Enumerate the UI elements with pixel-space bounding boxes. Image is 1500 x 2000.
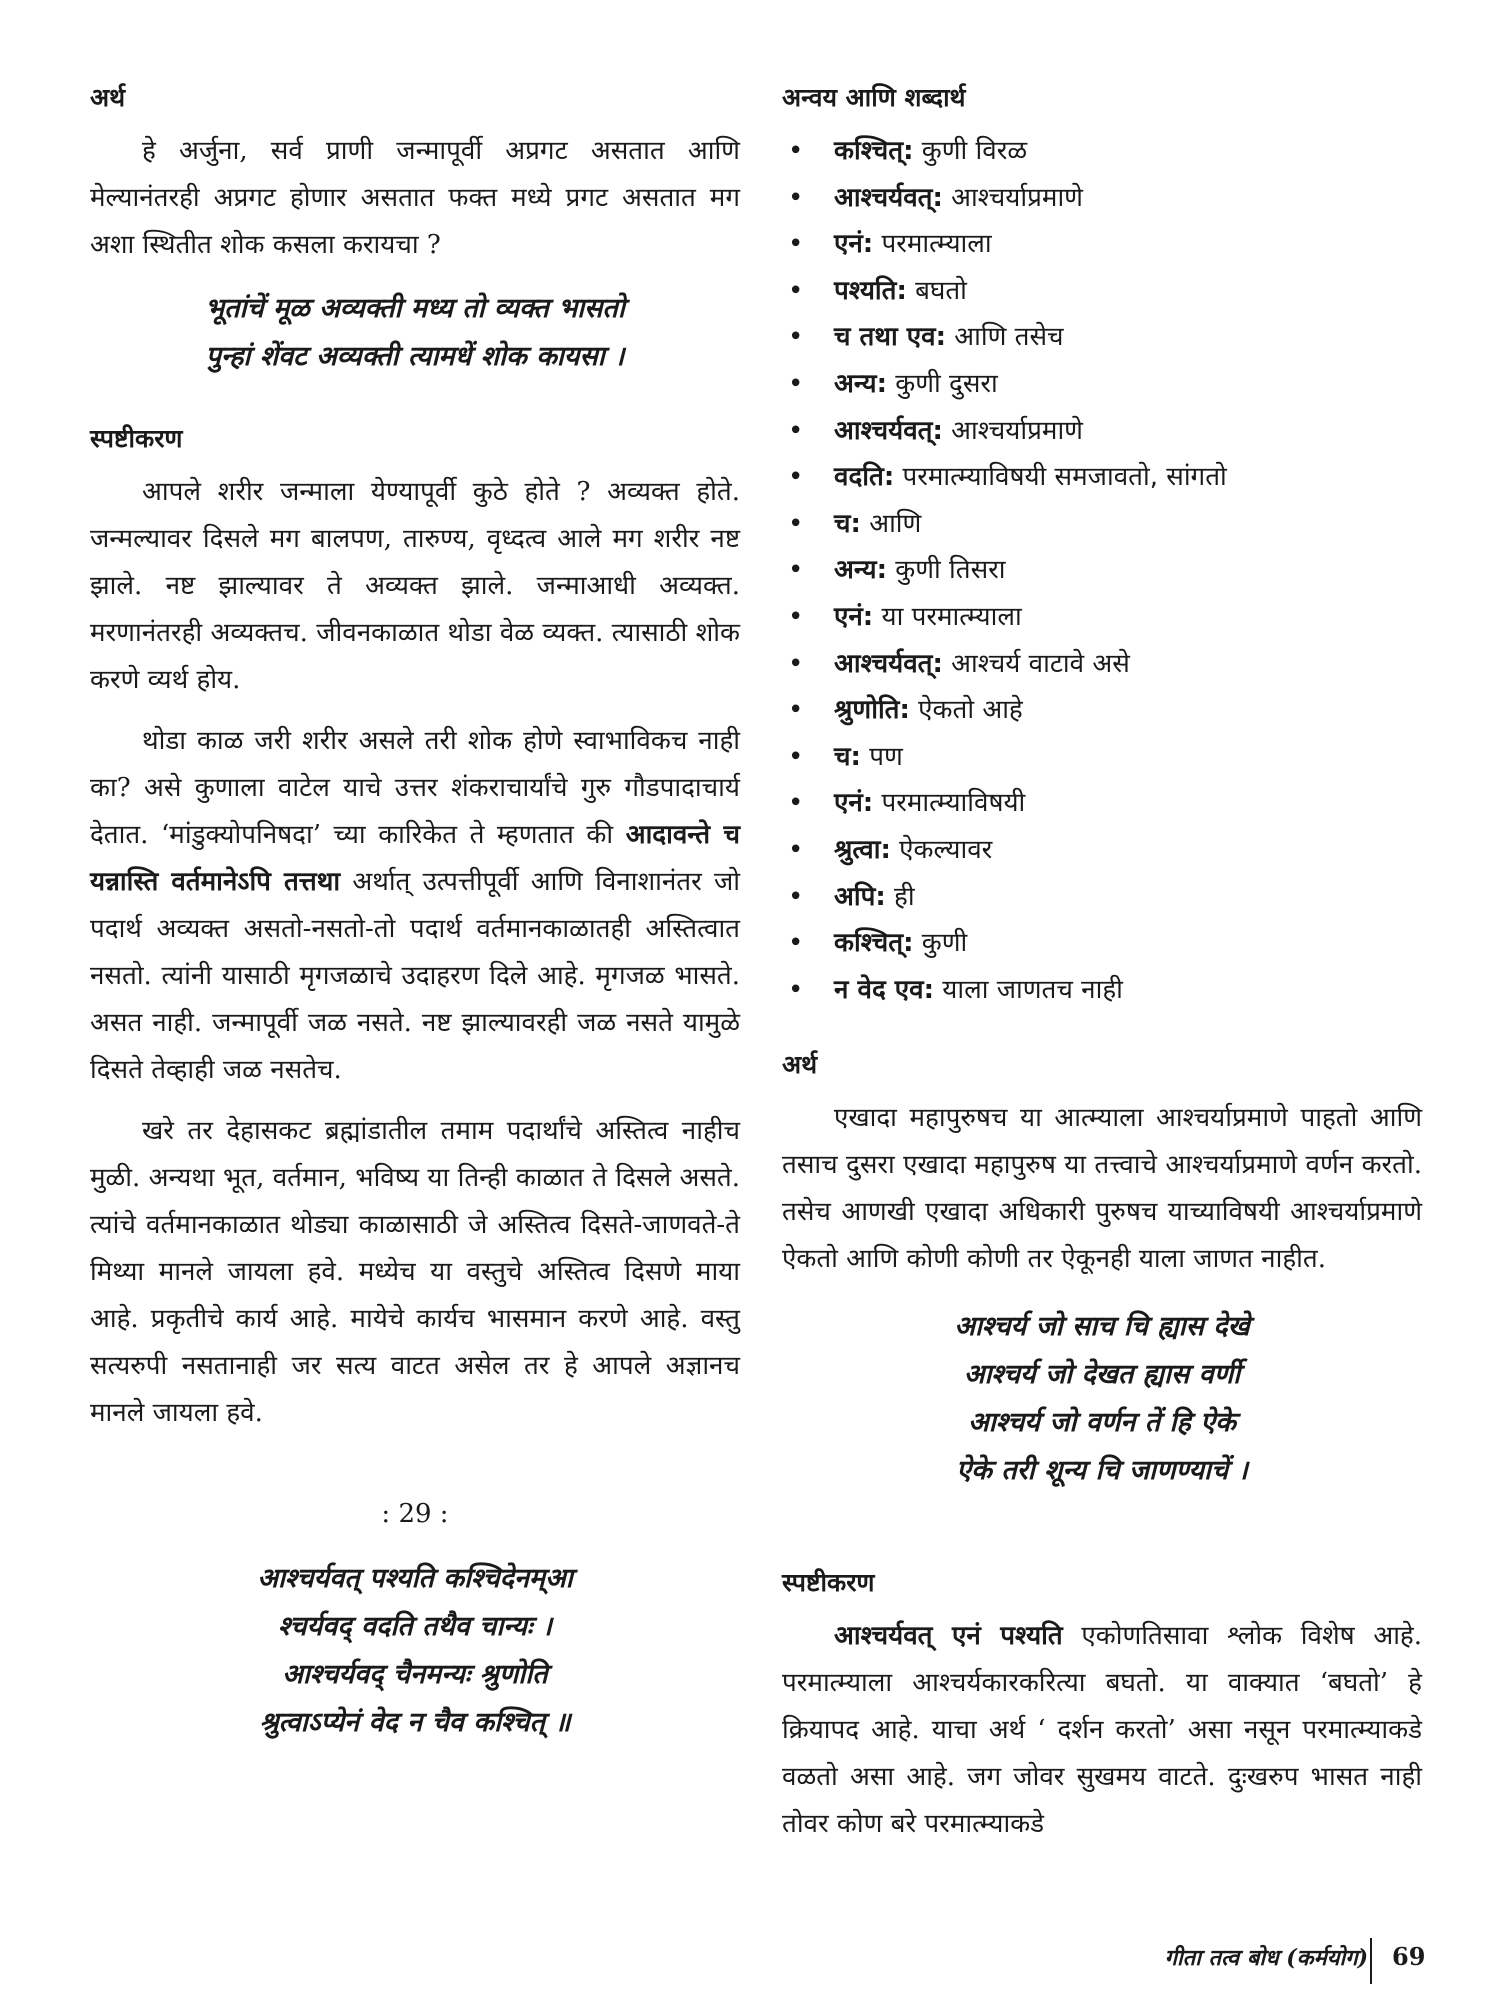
glossary-item bbox=[782, 920, 1422, 967]
para-text: एकोणतिसावा श्लोक विशेष आहे. परमात्म्याला आश्चर्यकारकरित्या बघतो. या वाक्यात ‘बघतो’ हे क्रियापद आहे. याचा अर्थ ‘ दर्शन करतो’ असा नसून परमात्म्याकडे वळतो असा आहे. जग जोवर सुखमय वाटते. दुःखरुप भासत नाही तोवर कोण बरे परमात्म्याकडे bbox=[782, 1621, 1423, 1840]
glossary-definition: परमात्म्याविषयी bbox=[881, 788, 1026, 819]
glossary-term: आश्चर्यवत्: bbox=[834, 182, 943, 213]
book-title: गीता तत्व बोध (कर्मयोग) bbox=[1164, 1945, 1368, 1971]
glossary-item bbox=[782, 780, 1422, 827]
shloka-line: आश्चर्यवद् चैनमन्यः श्रुणोति bbox=[282, 1659, 548, 1690]
glossary-definition: कुणी दुसरा bbox=[895, 368, 998, 399]
glossary-definition: आश्चर्य वाटावे असे bbox=[951, 648, 1130, 679]
glossary-definition: परमात्म्याविषयी समजावतो, सांगतो bbox=[902, 462, 1227, 493]
glossary-item bbox=[782, 641, 1422, 688]
glossary-term: आश्चर्यवत्: bbox=[834, 415, 943, 446]
glossary-term: अन्य: bbox=[834, 555, 888, 586]
glossary-item bbox=[782, 128, 1422, 175]
glossary-item bbox=[782, 594, 1422, 641]
meaning-heading: अर्थ bbox=[90, 83, 126, 112]
glossary-item bbox=[782, 175, 1422, 222]
glossary-term: आश्चर्यवत्: bbox=[834, 648, 943, 679]
meaning-heading-right: अर्थ bbox=[782, 1050, 818, 1080]
glossary-item bbox=[782, 967, 1422, 1014]
glossary-item bbox=[782, 827, 1422, 874]
explanation-paragraph-1: आपले शरीर जन्माला येण्यापूर्वी कुठे होते ? अव्यक्त होते. जन्मल्यावर दिसले मग बालपण, तारुण्य, वृध्दत्व आले मग शरीर नष्ट झाले. नष्ट झाल्यावर ते अव्यक्त झाले. जन्माआधी अव्यक्त. मरणानंतरही अव्यक्तच. जीवनकाळात थोडा वेळ व्यक्त. त्यासाठी शोक करणे व्यर्थ होय. bbox=[90, 477, 740, 695]
footer-divider bbox=[1370, 1938, 1372, 1984]
glossary-heading: अन्वय आणि शब्दार्थ bbox=[782, 83, 966, 112]
glossary-item bbox=[782, 314, 1422, 361]
glossary-term: श्रुणोति: bbox=[834, 695, 910, 726]
glossary-definition: ऐकल्यावर bbox=[899, 834, 993, 865]
meaning-paragraph: हे अर्जुना, सर्व प्राणी जन्मापूर्वी अप्रगट असतात आणि मेल्यानंतरही अप्रगट होणार असतात फक्त मध्ये प्रगट असतात मग अशा स्थितीत शोक कसला करायचा ? bbox=[90, 136, 740, 260]
glossary-term: कश्चित्: bbox=[834, 136, 914, 166]
glossary-definition: याला जाणतच नाही bbox=[942, 974, 1123, 1005]
shloka-number: : 29 : bbox=[381, 1499, 449, 1529]
verse-line: पुन्हां शेंवट अव्यक्ती त्यामधें शोक कायसा । bbox=[205, 341, 625, 372]
glossary-definition: ऐकतो आहे bbox=[918, 695, 1023, 726]
glossary-definition: परमात्म्याला bbox=[881, 229, 992, 260]
glossary-definition: ही bbox=[894, 881, 915, 912]
explanation-paragraph-3: खरे तर देहासकट ब्रह्मांडातील तमाम पदार्थांचे अस्तित्व नाहीच मुळी. अन्यथा भूत, वर्तमान, भविष्य या तिन्ही काळात ते दिसले असते. त्यांचे वर्तमानकाळात थोड्या काळासाठी जे अस्तित्व दिसते-जाणवते-ते मिथ्या मानले जायला हवे. मध्येच या वस्तुचे अस्तित्व दिसणे माया आहे. प्रकृतीचे कार्य आहे. मायेचे कार्यच भासमान करणे आहे. वस्तु सत्यरुपी नसतानाही जर सत्य वाटत असेल तर हे आपले अज्ञानच मानले जायला हवे. bbox=[90, 1116, 740, 1428]
glossary-term: च: bbox=[834, 508, 861, 539]
right-column bbox=[782, 80, 1422, 1862]
glossary-term: श्रुत्वा: bbox=[834, 834, 891, 865]
glossary-definition: कुणी तिसरा bbox=[895, 555, 1006, 586]
shloka-line: आश्चर्यवत् पश्यति कश्चिदेनम्आ bbox=[257, 1563, 573, 1594]
verse-line: आश्चर्य जो वर्णन तें हि ऐके bbox=[968, 1407, 1236, 1439]
glossary-term: अन्य: bbox=[834, 368, 888, 399]
glossary-term: एनं: bbox=[834, 229, 874, 260]
verse-marathi bbox=[90, 285, 740, 381]
glossary-item bbox=[782, 734, 1422, 781]
page-footer bbox=[1040, 1938, 1460, 1984]
para-text: थोडा काळ जरी शरीर असले तरी शोक होणे स्वाभाविकच नाही का? असे कुणाला वाटेल याचे उत्तर शंकराचार्यांचे गुरु गौडपादाचार्य देतात. ‘मांडुक्योपनिषदा’ च्या कारिकेत ते म्हणतात की bbox=[90, 726, 740, 850]
verse-line: ऐके तरी शून्य चि जाणण्याचें । bbox=[956, 1455, 1248, 1487]
glossary-item bbox=[782, 268, 1422, 315]
glossary-term: न वेद एव: bbox=[834, 974, 935, 1005]
glossary-item bbox=[782, 501, 1422, 548]
glossary-item bbox=[782, 408, 1422, 455]
glossary-item bbox=[782, 361, 1422, 408]
verse-line: आश्चर्य जो देखत ह्यास वर्णी bbox=[963, 1359, 1241, 1391]
glossary-definition: कुणी bbox=[921, 928, 968, 959]
explanation-phrase: आश्चर्यवत् एनं पश्यति bbox=[834, 1621, 1063, 1652]
glossary-definition: कुणी विरळ bbox=[921, 136, 1028, 166]
glossary-item bbox=[782, 687, 1422, 734]
meaning-paragraph-right: एखादा महापुरुषच या आत्म्याला आश्चर्याप्रमाणे पाहतो आणि तसाच दुसरा एखादा महापुरुष या तत्त्वाचे आश्चर्याप्रमाणे वर्णन करतो. तसेच आणखी एखादा अधिकारी पुरुषच याच्याविषयी आश्चर्याप्रमाणे ऐकतो आणि कोणी कोणी तर ऐकूनही याला जाणत नाहीत. bbox=[782, 1103, 1422, 1275]
explanation-heading: स्पष्टीकरण bbox=[90, 424, 183, 453]
glossary-definition: आश्चर्याप्रमाणे bbox=[951, 415, 1083, 446]
explanation-paragraph-2 bbox=[90, 718, 740, 1094]
explanation-paragraph-right bbox=[782, 1613, 1422, 1848]
glossary-term: कश्चित्: bbox=[834, 928, 914, 959]
glossary-item bbox=[782, 547, 1422, 594]
left-column bbox=[90, 80, 740, 1787]
verse-line: आश्चर्य जो साच चि ह्यास देखे bbox=[954, 1311, 1250, 1343]
glossary-term: पश्यति: bbox=[834, 275, 907, 306]
karika-quote: आदावन्ते च यन्नास्ति वर्तमानेऽपि तत्तथा bbox=[90, 820, 740, 897]
glossary-term: च: bbox=[834, 741, 861, 772]
glossary-term: अपि: bbox=[834, 881, 886, 912]
glossary-item bbox=[782, 454, 1422, 501]
glossary-definition: आश्चर्याप्रमाणे bbox=[951, 182, 1083, 213]
shloka-line: श्चर्यवद् वदति तथैव चान्यः । bbox=[277, 1611, 553, 1642]
verse-line: भूतांचें मूळ अव्यक्ती मध्य तो व्यक्त भासतो bbox=[205, 293, 625, 324]
glossary-term: च तथा एव: bbox=[834, 322, 947, 353]
sanskrit-shloka bbox=[90, 1555, 740, 1747]
glossary-item bbox=[782, 874, 1422, 921]
glossary-definition: या परमात्म्याला bbox=[881, 601, 1022, 632]
glossary-term: एनं: bbox=[834, 601, 874, 632]
glossary-term: वदति: bbox=[834, 462, 895, 493]
glossary-definition: बघतो bbox=[915, 275, 967, 306]
glossary-definition: आणि bbox=[869, 508, 922, 539]
verse-marathi-right bbox=[782, 1303, 1422, 1495]
page-number: 69 bbox=[1392, 1942, 1426, 1971]
glossary-term: एनं: bbox=[834, 788, 874, 819]
para-text: अर्थात् उत्पत्तीपूर्वी आणि विनाशानंतर जो पदार्थ अव्यक्त असतो-नसतो-तो पदार्थ वर्तमानकाळातही अस्तित्वात नसतो. त्यांनी यासाठी मृगजळाचे उदाहरण दिले आहे. मृगजळ भासते. असत नाही. जन्मापूर्वी जळ नसते. नष्ट झाल्यावरही जळ नसते यामुळे दिसते तेव्हाही जळ नसतेच. bbox=[90, 867, 740, 1085]
glossary-definition: पण bbox=[869, 741, 903, 772]
shloka-line: श्रुत्वाऽप्येनं वेद न चैव कश्चित् ॥ bbox=[259, 1707, 571, 1738]
glossary-list bbox=[782, 128, 1422, 1013]
explanation-heading-right: स्पष्टीकरण bbox=[782, 1568, 875, 1598]
glossary-definition: आणि तसेच bbox=[954, 322, 1064, 353]
glossary-item bbox=[782, 221, 1422, 268]
